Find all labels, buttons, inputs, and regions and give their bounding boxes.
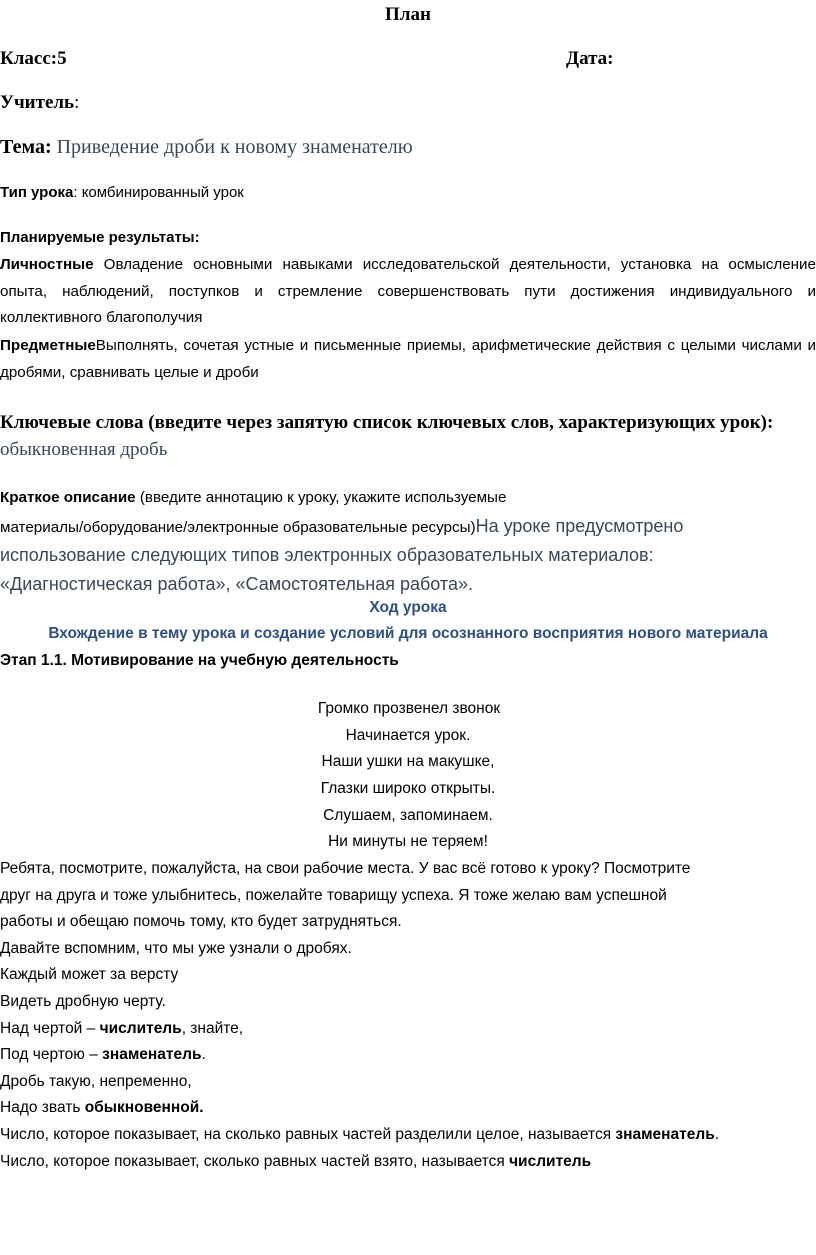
body-line: Каждый может за версту — [0, 966, 179, 984]
brief-hint-2: материалы/оборудование/электронные образовательные ресурсы) — [0, 519, 476, 536]
term-numerator: числитель — [509, 1152, 592, 1170]
lesson-intro: Вхождение в тему урока и создание условий для осознанного восприятия нового материала — [48, 625, 768, 642]
teacher-row — [0, 92, 79, 114]
body-text: . — [714, 1125, 720, 1143]
body-line: друг на друга и тоже улыбнитесь, пожелайте товарищу успеха. Я тоже желаю вам успешной — [0, 886, 667, 904]
teacher-label: Учитель — [0, 92, 75, 113]
brief-line-2 — [0, 512, 816, 541]
body-line — [0, 1095, 816, 1122]
brief-text-3: использование следующих типов электронных образовательных материалов: — [0, 545, 654, 565]
body-line: работы и обещаю помочь тому, кто будет затрудняться. — [0, 913, 402, 931]
term-common-fraction: обыкновенной. — [84, 1099, 204, 1117]
personal-text: Овладение основными навыками исследовательской деятельности, установка на осмысление опыта, наблюдений, поступков и стремление совершенствовать пути достижения индивидуального и коллективного благополучия — [0, 256, 816, 326]
lesson-type-value: : комбинированный урок — [73, 184, 244, 201]
keywords-block — [0, 409, 816, 463]
body-text: Под чертою – — [0, 1046, 103, 1064]
body-line: Видеть дробную черту. — [0, 992, 166, 1010]
poem-line: Глазки широко открыты. — [320, 780, 496, 798]
results-heading: Планируемые результаты: — [0, 229, 200, 246]
subject-results — [0, 333, 816, 386]
body-line — [0, 1122, 816, 1149]
poem-line: Наши ушки на макушке, — [321, 753, 495, 771]
body-text: Число, которое показывает, сколько равных частей взято, называется — [0, 1152, 510, 1170]
brief-text-4: «Диагностическая работа», «Самостоятельная работа». — [0, 574, 473, 594]
poem-line: Ни минуты не теряем! — [328, 833, 488, 851]
brief-hint-1: (введите аннотацию к уроку, укажите используемые — [135, 489, 507, 506]
subject-text: Выполнять, сочетая устные и письменные приемы, арифметические действия с целыми числами и дробями, сравнивать целые и дроби — [0, 337, 816, 381]
body-text: Число, которое показывает, на сколько равных частей разделили целое, называется — [0, 1125, 616, 1143]
lesson-body — [0, 856, 816, 1175]
body-text: , знайте, — [181, 1019, 244, 1037]
body-line — [0, 1149, 816, 1176]
stage-heading: Этап 1.1. Мотивирование на учебную деятельность — [0, 652, 399, 669]
term-denominator: знаменатель — [102, 1046, 202, 1064]
poem-line: Слушаем, запоминаем. — [323, 806, 493, 824]
keywords-label: Ключевые слова (введите через запятую список ключевых слов, характеризующих урок): — [0, 412, 774, 433]
body-text: . — [201, 1046, 206, 1064]
brief-line-1 — [0, 483, 816, 512]
body-line: Давайте вспомним, что мы уже узнали о дробях. — [0, 939, 352, 957]
teacher-colon: : — [74, 92, 80, 113]
term-denominator: знаменатель — [615, 1125, 715, 1143]
poem-line: Начинается урок. — [345, 726, 471, 744]
personal-label: Личностные — [0, 256, 94, 273]
body-line — [0, 1016, 816, 1043]
personal-results — [0, 252, 816, 332]
body-line: Дробь такую, непременно, — [0, 1072, 192, 1090]
term-numerator: числитель — [99, 1019, 182, 1037]
lesson-type-label: Тип урока — [0, 184, 74, 201]
brief-text-2: На уроке предусмотрено — [475, 516, 684, 536]
subject-label: Предметные — [0, 337, 96, 354]
keywords-value: обыкновенная дробь — [0, 439, 168, 460]
brief-description — [0, 483, 816, 599]
lesson-type-row — [0, 184, 244, 201]
poem-line: Громко прозвенел звонок — [317, 700, 501, 717]
body-line — [0, 1042, 816, 1069]
date-label: Дата: — [566, 48, 614, 69]
lesson-heading: Ход урока — [369, 599, 447, 616]
body-line: Ребята, посмотрите, пожалуйста, на свои рабочие места. У вас всё готово к уроку? Посмотрите — [0, 860, 691, 877]
body-text: Над чертой – — [0, 1019, 100, 1037]
topic-value: Приведение дроби к новому знаменателю — [56, 136, 413, 158]
topic-label: Тема: — [0, 136, 52, 158]
topic-row — [0, 136, 413, 159]
page-title: План — [385, 4, 431, 25]
class-label: Класс:5 — [0, 48, 67, 69]
brief-label: Краткое описание — [0, 489, 136, 506]
poem — [0, 696, 816, 856]
body-text: Надо звать — [0, 1099, 85, 1117]
